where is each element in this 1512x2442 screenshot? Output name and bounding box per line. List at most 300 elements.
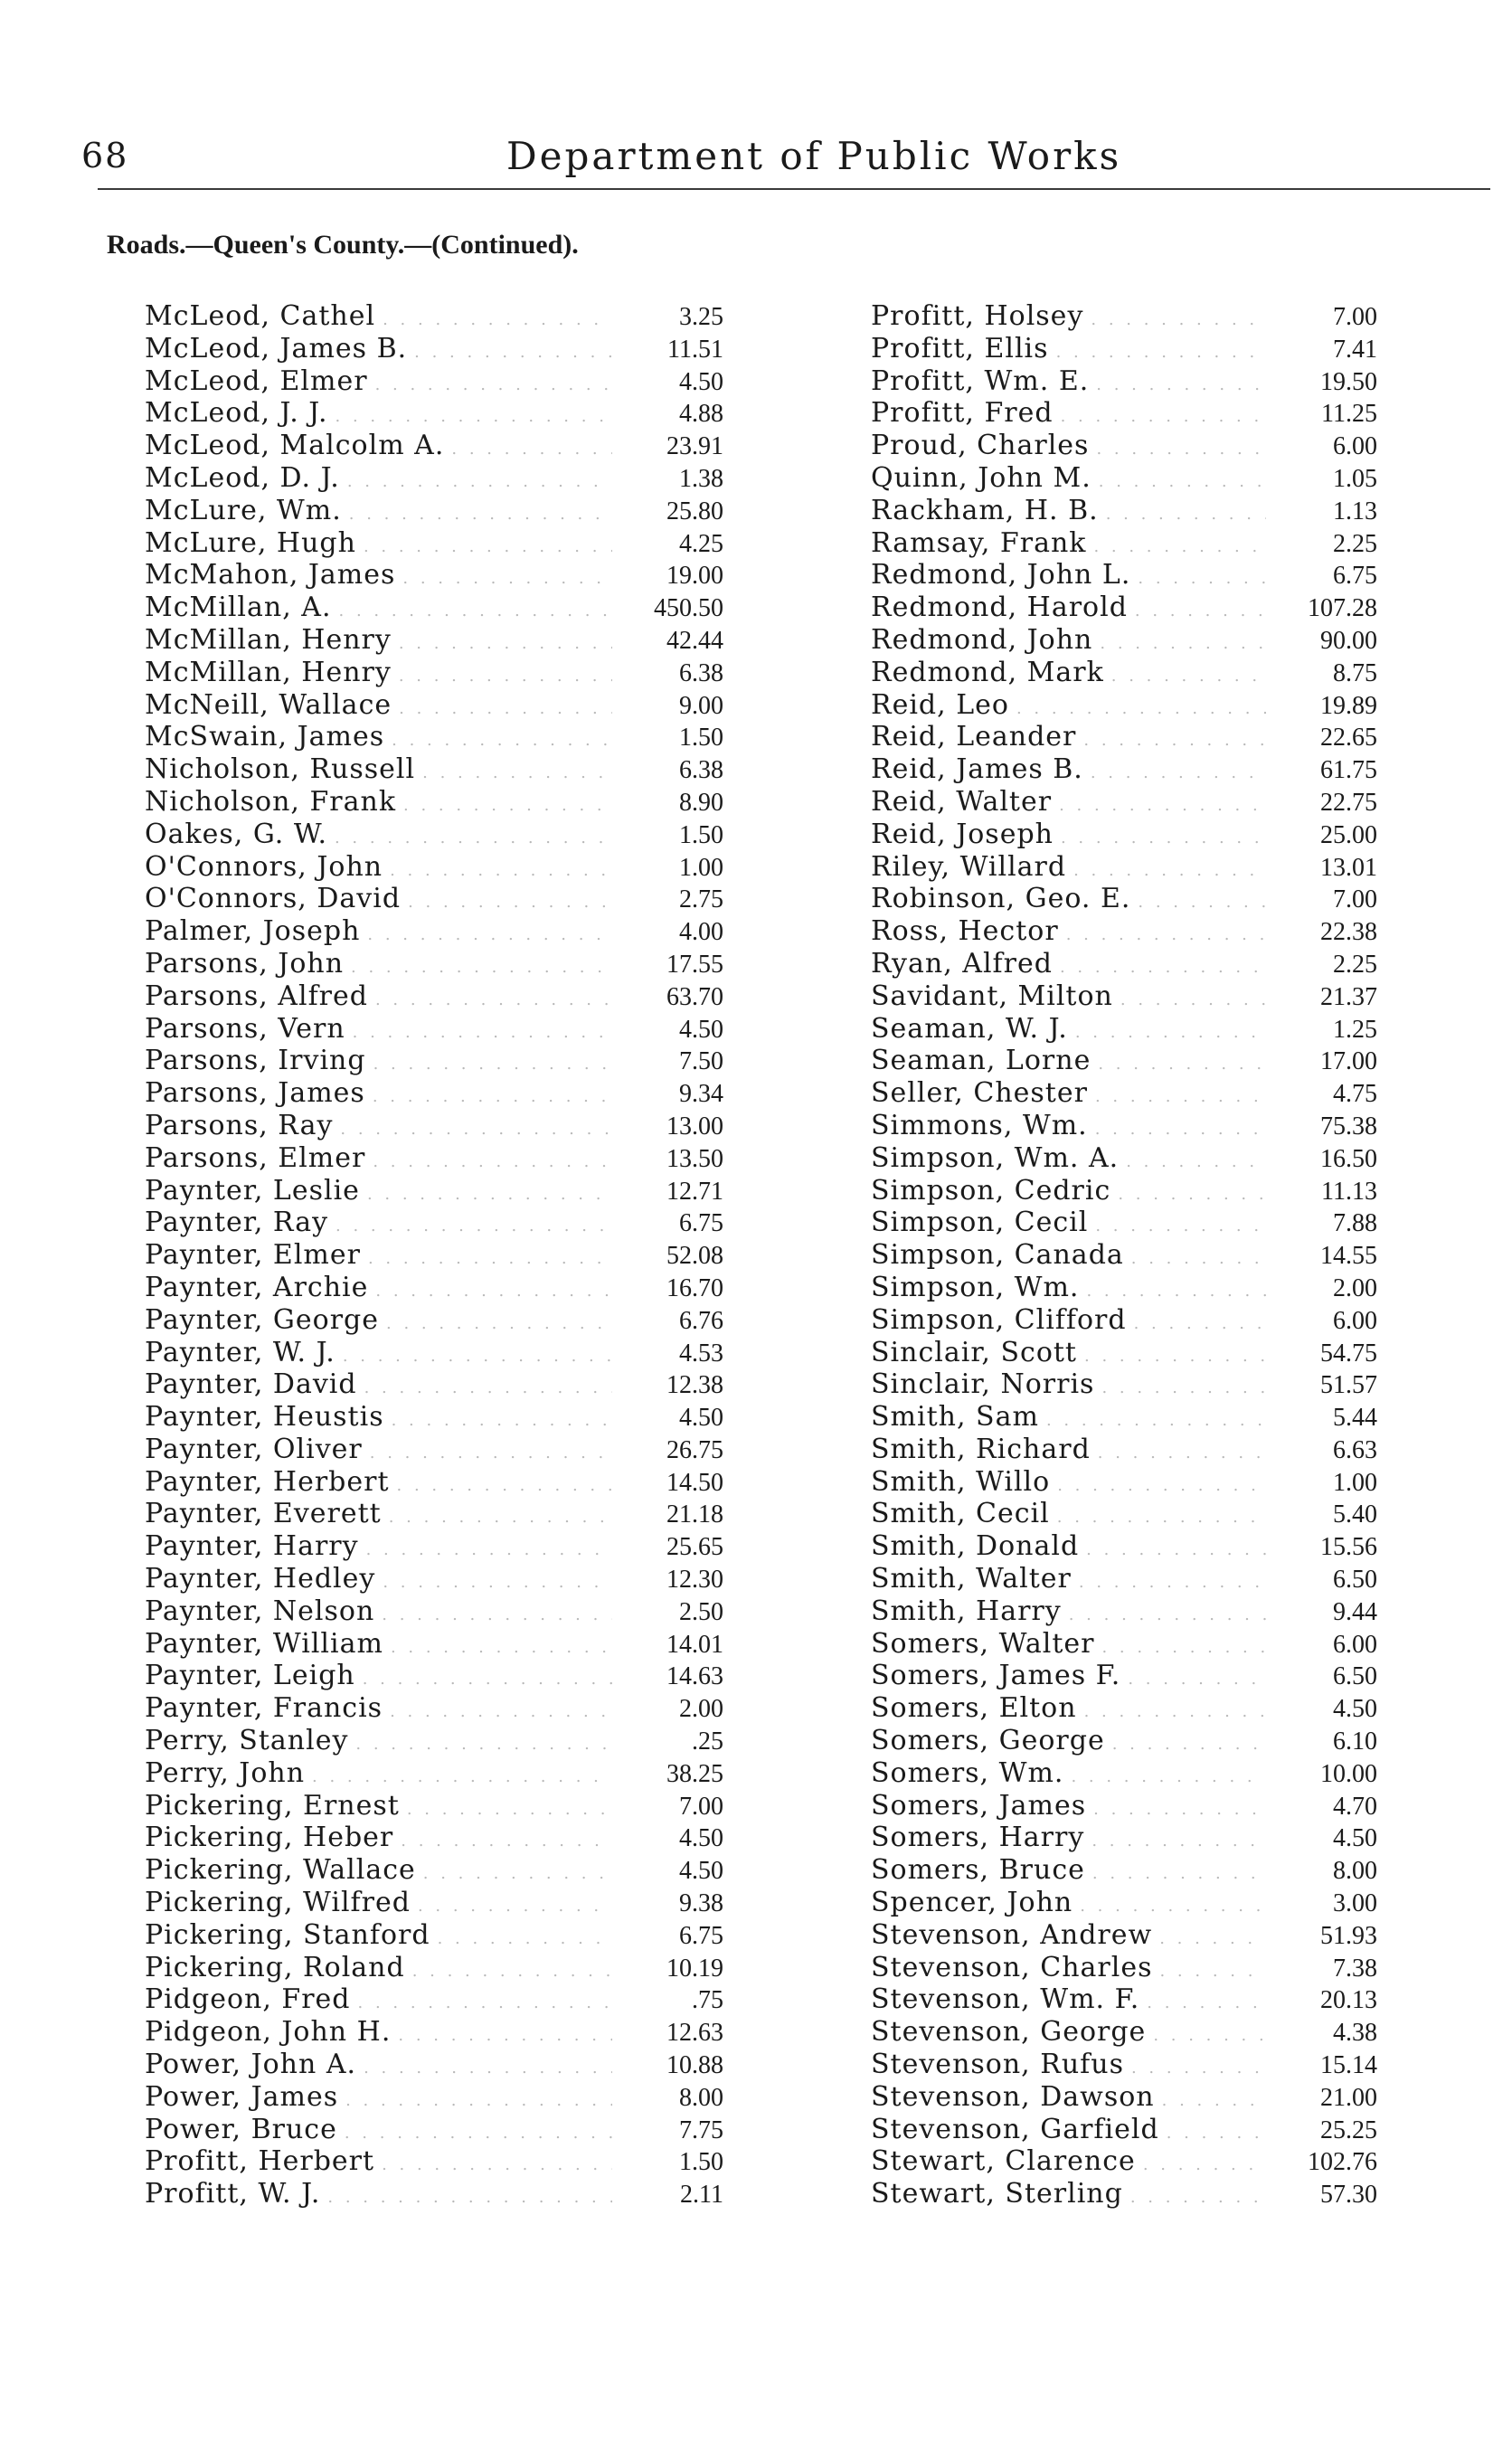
dot-leader <box>366 1540 612 1559</box>
list-item <box>145 1110 723 1142</box>
list-item <box>145 1368 723 1401</box>
list-item <box>145 657 723 689</box>
payment-amount: 7.38 <box>1333 1954 1377 1983</box>
payment-amount: 20.13 <box>1320 1986 1377 2015</box>
payee-name: Paynter, David <box>145 1368 357 1401</box>
dot-leader <box>1098 1443 1266 1462</box>
list-item <box>871 592 1377 624</box>
payment-amount: 11.25 <box>1321 400 1377 429</box>
list-item <box>145 883 723 915</box>
payment-amount: 4.50 <box>679 1404 723 1433</box>
list-item <box>871 1337 1377 1369</box>
payment-amount: 2.00 <box>679 1695 723 1724</box>
payment-amount: 1.05 <box>1333 464 1377 493</box>
payment-amount: 14.55 <box>1320 1242 1377 1271</box>
payee-name: Redmond, John <box>871 623 1093 656</box>
payee-name: Oakes, G. W. <box>145 818 327 850</box>
dot-leader <box>349 505 612 524</box>
payee-name: Paynter, Francis <box>145 1692 383 1725</box>
list-item <box>145 300 723 333</box>
payee-name: Ross, Hector <box>871 915 1059 948</box>
payee-name: Paynter, Everett <box>145 1498 382 1530</box>
list-item <box>145 1045 723 1077</box>
dot-leader <box>1101 1378 1266 1397</box>
list-item <box>145 1563 723 1595</box>
payment-amount: 8.00 <box>679 2083 723 2112</box>
list-item <box>871 1952 1377 1984</box>
payment-amount: 17.00 <box>1320 1047 1377 1076</box>
dot-leader <box>1083 731 1266 750</box>
list-item <box>145 1239 723 1272</box>
list-item <box>145 2145 723 2178</box>
payment-amount: 8.75 <box>1333 658 1377 687</box>
list-item <box>871 786 1377 819</box>
payee-name: Somers, Bruce <box>871 1854 1085 1887</box>
dot-leader <box>1099 472 1266 491</box>
payee-name: Paynter, Leigh <box>145 1660 355 1692</box>
dot-leader <box>1130 2188 1266 2207</box>
payee-name: Paynter, Oliver <box>145 1433 363 1465</box>
payment-amount: 19.89 <box>1320 691 1377 720</box>
dot-leader <box>407 1800 612 1819</box>
list-item <box>871 1175 1377 1207</box>
payee-name: Stewart, Clarence <box>871 2145 1136 2178</box>
payee-name: Simpson, Wm. A. <box>871 1141 1120 1174</box>
dot-leader <box>345 2091 612 2110</box>
page-title: Department of Public Works <box>506 134 1122 178</box>
list-item <box>145 1337 723 1369</box>
dot-leader <box>364 2059 612 2078</box>
payment-amount: .75 <box>692 1986 723 2015</box>
list-item <box>871 300 1377 333</box>
dot-leader <box>339 601 612 620</box>
payee-name: Nicholson, Russell <box>145 753 416 786</box>
dot-leader <box>1056 343 1266 362</box>
list-item <box>871 753 1377 786</box>
payee-name: McLure, Wm. <box>145 494 342 526</box>
dot-leader <box>1079 1573 1266 1592</box>
payment-amount: 8.90 <box>679 788 723 817</box>
payee-name: Stevenson, Dawson <box>871 2080 1155 2113</box>
list-item <box>145 1854 723 1887</box>
payee-name: Riley, Willard <box>871 850 1067 883</box>
payee-name: Seaman, W. J. <box>871 1012 1068 1045</box>
payee-name: Savidant, Milton <box>871 980 1113 1012</box>
payee-name: McLeod, Malcolm A. <box>145 430 445 462</box>
dot-leader <box>1131 1249 1266 1268</box>
list-item <box>145 753 723 786</box>
payment-amount: 4.70 <box>1333 1792 1377 1821</box>
left-column <box>145 300 723 2210</box>
dot-leader <box>368 1249 612 1268</box>
payment-amount: 4.25 <box>679 529 723 558</box>
dot-leader <box>1135 601 1266 620</box>
payment-amount: 7.00 <box>1333 303 1377 331</box>
payment-amount: 22.38 <box>1320 918 1377 947</box>
list-item <box>871 1563 1377 1595</box>
payment-amount: 61.75 <box>1320 756 1377 785</box>
payee-name: Paynter, Ray <box>145 1207 329 1239</box>
payment-amount: 4.50 <box>1333 1824 1377 1853</box>
payee-name: Pickering, Ernest <box>145 1789 400 1822</box>
payment-amount: 42.44 <box>666 626 723 655</box>
payee-name: McSwain, James <box>145 721 385 753</box>
payee-name: Somers, Harry <box>871 1822 1085 1854</box>
list-item <box>871 1045 1377 1077</box>
dot-leader <box>1138 893 1266 912</box>
page-number: 68 <box>81 136 129 175</box>
dot-leader <box>382 1605 612 1624</box>
dot-leader <box>1095 1216 1266 1235</box>
list-item <box>871 2114 1377 2146</box>
list-item <box>871 333 1377 365</box>
list-item <box>871 1207 1377 1239</box>
payee-name: Parsons, James <box>145 1077 365 1110</box>
payee-name: Power, James <box>145 2080 339 2113</box>
payment-amount: 4.50 <box>679 1824 723 1853</box>
payee-name: Smith, Harry <box>871 1595 1062 1627</box>
dot-leader <box>1086 1282 1266 1301</box>
dot-leader <box>1118 1185 1266 1204</box>
list-item <box>871 689 1377 722</box>
list-item <box>145 1887 723 1919</box>
dot-leader <box>364 537 612 556</box>
payment-amount: 4.00 <box>679 918 723 947</box>
list-item <box>871 1466 1377 1499</box>
dot-leader <box>363 1670 612 1689</box>
list-item <box>145 915 723 948</box>
list-item <box>145 1919 723 1952</box>
payee-name: McLeod, Elmer <box>145 364 368 397</box>
payment-amount: 9.00 <box>679 691 723 720</box>
list-item <box>871 1854 1377 1887</box>
list-item <box>145 462 723 495</box>
payee-name: Paynter, George <box>145 1303 379 1336</box>
list-item <box>871 1142 1377 1175</box>
dot-leader <box>414 343 612 362</box>
payment-amount: 8.00 <box>1333 1857 1377 1886</box>
payee-name: Profitt, Holsey <box>871 300 1084 332</box>
payment-amount: 6.75 <box>1333 562 1377 591</box>
payment-amount: 90.00 <box>1320 626 1377 655</box>
dot-leader <box>375 990 612 1009</box>
payee-name: Somers, Elton <box>871 1692 1077 1725</box>
list-item <box>145 1013 723 1046</box>
dot-leader <box>1061 828 1266 847</box>
payee-name: Somers, Wm. <box>871 1756 1064 1789</box>
list-item <box>871 462 1377 495</box>
dot-leader <box>358 1993 612 2012</box>
payment-amount: 2.50 <box>679 1597 723 1626</box>
payee-name: Simpson, Canada <box>871 1239 1124 1272</box>
dot-leader <box>1101 1638 1266 1657</box>
payment-amount: 6.75 <box>679 1921 723 1950</box>
dot-leader <box>1073 861 1266 880</box>
payment-amount: 13.50 <box>666 1144 723 1173</box>
payee-name: Pickering, Wallace <box>145 1854 416 1887</box>
payee-name: Pickering, Stanford <box>145 1918 430 1951</box>
payee-name: Simpson, Cedric <box>871 1174 1111 1207</box>
dot-leader <box>1016 699 1266 718</box>
payment-amount: 11.51 <box>667 335 723 364</box>
list-item <box>145 786 723 819</box>
payment-amount: 1.25 <box>1333 1015 1377 1044</box>
dot-leader <box>370 1443 612 1462</box>
payee-name: McMillan, Henry <box>145 623 392 656</box>
payee-name: Parsons, Elmer <box>145 1141 366 1174</box>
page-header <box>0 0 1512 208</box>
list-item <box>871 1983 1377 2016</box>
payment-amount: 6.00 <box>1333 1306 1377 1335</box>
payee-name: Reid, Leander <box>871 721 1077 753</box>
dot-leader <box>399 667 612 686</box>
payment-amount: 38.25 <box>666 1759 723 1788</box>
payment-amount: 12.63 <box>666 2019 723 2048</box>
list-item <box>871 948 1377 980</box>
list-item <box>145 1434 723 1466</box>
payment-amount: 4.50 <box>679 1015 723 1044</box>
list-item <box>871 1887 1377 1919</box>
dot-leader <box>412 1962 612 1981</box>
payee-name: Simmons, Wm. <box>871 1109 1088 1141</box>
dot-leader <box>1060 958 1266 977</box>
payment-amount: 7.00 <box>679 1792 723 1821</box>
dot-leader <box>375 1282 612 1301</box>
list-item <box>145 624 723 657</box>
payment-amount: 2.25 <box>1333 950 1377 979</box>
dot-leader <box>312 1767 612 1786</box>
payee-name: Redmond, Mark <box>871 656 1104 688</box>
dot-leader <box>383 310 612 329</box>
payment-amount: 6.50 <box>1333 1566 1377 1595</box>
dot-leader <box>1143 2155 1266 2174</box>
dot-leader <box>383 1573 612 1592</box>
dot-leader <box>375 375 612 394</box>
dot-leader <box>1153 2026 1266 2045</box>
payee-name: McMahon, James <box>145 559 396 592</box>
payee-name: Power, John A. <box>145 2049 357 2081</box>
dot-leader <box>1111 667 1266 686</box>
payment-amount: 10.00 <box>1320 1759 1377 1788</box>
list-item <box>871 2049 1377 2081</box>
dot-leader <box>390 861 612 880</box>
payee-name: Smith, Donald <box>871 1530 1080 1563</box>
payee-name: McLeod, D. J. <box>145 461 340 494</box>
payment-amount: 4.50 <box>1333 1695 1377 1724</box>
payment-amount: 12.30 <box>666 1566 723 1595</box>
dot-leader <box>397 1476 612 1495</box>
dot-leader <box>1126 1152 1266 1171</box>
list-item <box>871 1790 1377 1822</box>
dot-leader <box>373 1087 612 1106</box>
list-item <box>145 527 723 560</box>
payment-amount: 4.53 <box>679 1339 723 1368</box>
list-item <box>145 1595 723 1628</box>
dot-leader <box>1091 310 1266 329</box>
payment-amount: 6.75 <box>679 1209 723 1238</box>
dot-leader <box>1084 1347 1266 1366</box>
payee-name: McMillan, A. <box>145 592 332 624</box>
payment-amount: 1.50 <box>679 2148 723 2177</box>
payee-name: Nicholson, Frank <box>145 785 397 818</box>
payee-name: Somers, Walter <box>871 1627 1095 1660</box>
payee-name: Parsons, Irving <box>145 1045 366 1077</box>
payment-amount: 9.44 <box>1333 1597 1377 1626</box>
payment-amount: 4.88 <box>679 400 723 429</box>
list-item <box>145 980 723 1013</box>
payee-name: Stevenson, Garfield <box>871 2113 1159 2145</box>
list-item <box>145 2016 723 2049</box>
list-item <box>871 1013 1377 1046</box>
dot-leader <box>1138 569 1266 588</box>
payee-name: Somers, George <box>871 1725 1105 1757</box>
header-rule <box>98 188 1490 190</box>
payee-name: Simpson, Cecil <box>871 1207 1089 1239</box>
dot-leader <box>451 440 612 459</box>
payment-amount: 12.38 <box>666 1371 723 1400</box>
dot-leader <box>399 699 612 718</box>
payee-name: Paynter, Leslie <box>145 1174 360 1207</box>
list-item <box>145 948 723 980</box>
list-item <box>871 721 1377 753</box>
payment-amount: 1.50 <box>679 724 723 752</box>
payment-amount: 2.25 <box>1333 529 1377 558</box>
payee-name: Proud, Charles <box>871 430 1090 462</box>
payee-name: Sinclair, Scott <box>871 1336 1077 1368</box>
payee-name: Parsons, John <box>145 947 345 980</box>
payee-name: Paynter, Archie <box>145 1271 369 1303</box>
payee-name: Paynter, William <box>145 1627 383 1660</box>
payee-name: Somers, James F. <box>871 1660 1121 1692</box>
payment-amount: .25 <box>692 1727 723 1756</box>
payee-name: O'Connors, David <box>145 883 402 915</box>
dot-leader <box>1091 763 1266 782</box>
list-item <box>871 657 1377 689</box>
payment-amount: 16.50 <box>1320 1144 1377 1173</box>
dot-leader <box>353 1023 612 1042</box>
payment-amount: 1.38 <box>679 464 723 493</box>
payee-name: Stewart, Sterling <box>871 2178 1123 2210</box>
payee-name: Ramsay, Frank <box>871 526 1087 559</box>
list-item <box>145 851 723 884</box>
payee-name: Profitt, Herbert <box>145 2145 375 2178</box>
dot-leader <box>355 1735 612 1754</box>
list-item <box>871 1919 1377 1952</box>
list-item <box>145 1175 723 1207</box>
dot-leader <box>373 1055 612 1074</box>
payee-name: Pidgeon, John H. <box>145 2016 392 2049</box>
payment-amount: 23.91 <box>666 432 723 461</box>
list-item <box>145 559 723 592</box>
list-item <box>145 689 723 722</box>
dot-leader <box>335 1216 612 1235</box>
payment-amount: 6.38 <box>679 756 723 785</box>
dot-leader <box>1159 1929 1266 1948</box>
payment-amount: 10.19 <box>666 1954 723 1983</box>
dot-leader <box>1075 1023 1266 1042</box>
dot-leader <box>1092 1864 1266 1883</box>
dot-leader <box>364 1378 612 1397</box>
list-item <box>145 1660 723 1692</box>
payee-name: Stevenson, George <box>871 2016 1147 2049</box>
list-item <box>145 1628 723 1661</box>
dot-leader <box>408 893 612 912</box>
payment-amount: 17.55 <box>666 950 723 979</box>
list-item <box>871 851 1377 884</box>
payment-amount: 7.75 <box>679 2115 723 2144</box>
payee-name: Smith, Sam <box>871 1401 1039 1434</box>
dot-leader <box>392 1411 612 1430</box>
payee-name: Paynter, Harry <box>145 1530 359 1563</box>
list-item <box>145 721 723 753</box>
payment-amount: 16.70 <box>666 1273 723 1302</box>
dot-leader <box>418 1897 612 1916</box>
dot-leader <box>340 1120 612 1139</box>
payee-name: Sinclair, Norris <box>871 1368 1095 1401</box>
dot-leader <box>1096 440 1266 459</box>
payment-amount: 107.28 <box>1308 594 1377 623</box>
payee-name: Parsons, Alfred <box>145 980 368 1012</box>
payee-name: Seaman, Lorne <box>871 1045 1091 1077</box>
dot-leader <box>327 2188 612 2207</box>
payee-name: Seller, Chester <box>871 1077 1088 1110</box>
dot-leader <box>1106 505 1266 524</box>
payment-amount: 13.01 <box>1320 853 1377 882</box>
payment-amount: 63.70 <box>666 982 723 1011</box>
dot-leader <box>1046 1411 1266 1430</box>
dot-leader <box>392 731 612 750</box>
payee-name: Pickering, Wilfred <box>145 1887 411 1919</box>
payment-amount: 102.76 <box>1308 2148 1377 2177</box>
payee-name: Paynter, Hedley <box>145 1563 376 1595</box>
payment-amount: 1.13 <box>1333 497 1377 525</box>
payment-amount: 6.10 <box>1333 1727 1377 1756</box>
payment-amount: 25.80 <box>666 497 723 525</box>
payment-amount: 14.01 <box>666 1630 723 1659</box>
payment-amount: 57.30 <box>1320 2181 1377 2210</box>
list-item <box>871 1434 1377 1466</box>
payee-name: Ryan, Alfred <box>871 947 1053 980</box>
list-item <box>871 397 1377 430</box>
list-item <box>145 592 723 624</box>
dot-leader <box>1086 1540 1266 1559</box>
payment-amount: 1.50 <box>679 820 723 849</box>
list-item <box>871 1757 1377 1790</box>
list-item <box>145 1692 723 1725</box>
payee-name: Stevenson, Andrew <box>871 1918 1153 1951</box>
payee-name: Somers, James <box>871 1789 1087 1822</box>
payment-amount: 51.93 <box>1320 1921 1377 1950</box>
section-heading: Roads.—Queen's County.—(Continued). <box>107 230 579 260</box>
payee-name: Smith, Cecil <box>871 1498 1050 1530</box>
payment-amount: 6.76 <box>679 1306 723 1335</box>
payee-name: Rackham, H. B. <box>871 494 1099 526</box>
list-item <box>871 1530 1377 1563</box>
payment-amount: 25.00 <box>1320 820 1377 849</box>
payee-name: Stevenson, Wm. F. <box>871 1983 1140 2016</box>
list-item <box>145 1272 723 1304</box>
dot-leader <box>1066 925 1266 944</box>
payment-amount: 6.00 <box>1333 432 1377 461</box>
list-item <box>871 1401 1377 1434</box>
payee-name: Smith, Richard <box>871 1433 1091 1465</box>
dot-leader <box>1162 2091 1266 2110</box>
payment-amount: 12.71 <box>666 1177 723 1206</box>
list-item <box>871 1077 1377 1110</box>
payment-amount: 9.34 <box>679 1080 723 1109</box>
list-item <box>145 1822 723 1854</box>
dot-leader <box>398 2026 612 2045</box>
